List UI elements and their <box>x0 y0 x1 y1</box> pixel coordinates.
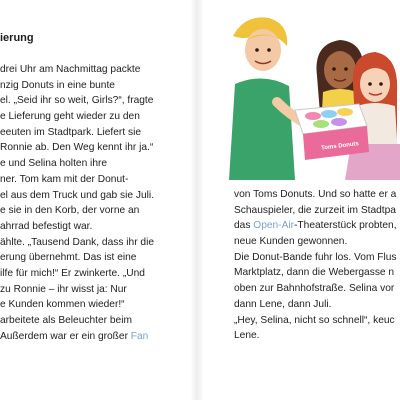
boy-tom <box>229 17 307 180</box>
text-line <box>234 234 397 250</box>
text-line <box>234 203 397 219</box>
text-line <box>234 313 397 329</box>
highlighted-word: Open-Air <box>253 220 295 232</box>
text-segment: ner. Tom kam mit der Donut- <box>0 173 129 185</box>
text-line <box>0 297 154 313</box>
text-segment: neue Kunden gewonnen. <box>234 236 348 248</box>
text-line <box>0 282 154 298</box>
text-line <box>0 93 154 109</box>
text-segment: drei Uhr am Nachmittag packte <box>0 64 141 75</box>
text-segment: el. „Seid ihr so weit, Girls?“, fragte <box>0 95 154 107</box>
text-line <box>0 188 154 204</box>
text-segment: oben zur Bahnhofstraße. Selina vor <box>234 283 395 295</box>
text-line <box>234 218 397 234</box>
text-line <box>0 219 154 235</box>
text-line <box>0 203 154 219</box>
text-line <box>0 266 154 282</box>
text-line <box>0 156 154 172</box>
text-line <box>0 125 154 141</box>
text-line <box>234 281 397 297</box>
text-segment: e Kunden kommen wieder!“ <box>0 299 125 311</box>
text-segment: e und Selina holten ihre <box>0 158 108 170</box>
text-line <box>234 265 397 281</box>
text-segment: arbeitete als Beleuchter beim <box>0 315 132 326</box>
text-line <box>0 172 154 188</box>
left-page-text <box>0 62 154 344</box>
text-segment: dann Lene, dann Juli. <box>234 298 332 310</box>
text-line <box>234 297 397 313</box>
text-segment: e sie in den Korb, der vorne an <box>0 205 140 217</box>
text-segment: ählte. „Tausend Dank, dass ihr die <box>0 236 155 248</box>
text-segment: el aus dem Truck und gab sie Juli. <box>0 189 155 201</box>
right-page <box>197 0 400 400</box>
text-segment: e Lieferung geht wieder zu den <box>0 111 140 123</box>
text-segment: zu Ronnie – ihr wisst ja: Nur <box>0 283 127 295</box>
text-line <box>0 250 154 266</box>
text-segment: -Theaterstück probten, <box>294 220 397 232</box>
text-segment: nzig Donuts in eine bunte <box>0 79 115 91</box>
text-line <box>0 235 154 251</box>
text-segment: Marktplatz, dann die Webergasse n <box>234 267 395 279</box>
right-page-text <box>234 187 397 344</box>
donut-delivery-illustration <box>225 6 400 180</box>
text-segment: erung übernehmt. Das ist eine <box>0 252 137 264</box>
text-line <box>234 250 397 266</box>
text-line <box>234 187 397 203</box>
text-segment: von Toms Donuts. Und so hatte er a <box>234 189 397 200</box>
chapter-heading: ierung <box>0 32 34 44</box>
text-line <box>0 313 154 329</box>
text-line <box>0 329 154 345</box>
text-line <box>234 328 397 344</box>
text-segment: Schauspieler, die zurzeit im Stadtpa <box>234 204 396 216</box>
donut-box <box>295 104 369 160</box>
text-segment: eeuten im Stadtpark. Liefert sie <box>0 126 142 138</box>
box-label: Toms Donuts <box>320 141 360 152</box>
text-segment: Ronnie ab. Den Weg kennt ihr ja.“ <box>0 142 154 154</box>
text-segment: ahrrad befestigt war. <box>0 220 93 232</box>
text-line <box>0 109 154 125</box>
left-page <box>0 0 197 400</box>
text-segment: das <box>234 220 254 232</box>
text-segment: Die Donut-Bande fuhr los. Vom Flus <box>234 251 397 263</box>
text-segment: ilfe für mich!“ Er zwinkerte. „Und <box>0 267 145 279</box>
text-segment: Lene. <box>234 330 260 342</box>
highlighted-word: Fan <box>130 330 149 342</box>
text-segment: „Hey, Selina, nicht so schnell“, keuc <box>234 314 395 326</box>
text-line <box>0 78 154 94</box>
text-line <box>0 62 154 78</box>
text-segment: Außerdem war er ein großer <box>0 330 131 342</box>
text-line <box>0 140 154 156</box>
